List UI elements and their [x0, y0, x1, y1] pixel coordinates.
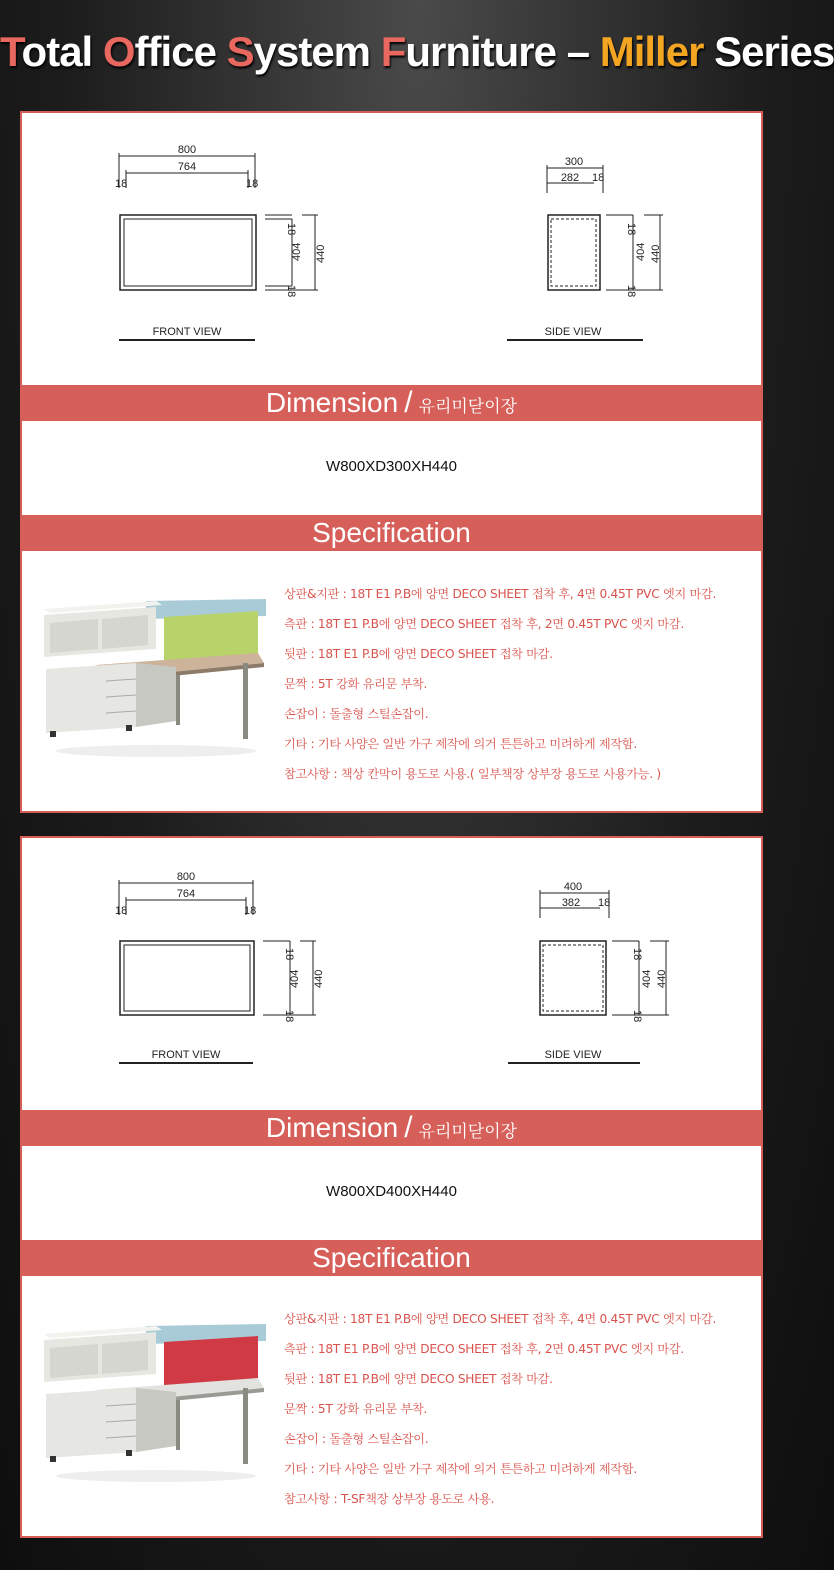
front-height-label: 440: [315, 244, 327, 263]
spec-item: 뒷판 : 18T E1 P.B에 양면 DECO SHEET 접착 마감.: [284, 1372, 553, 1386]
side-bottom-label: 18: [625, 285, 637, 298]
title-word-4: Furniture: [380, 28, 557, 75]
spec-list: [284, 579, 760, 789]
spec-item: 상판&지판 : 18T E1 P.B에 양면 DECO SHEET 접착 후, 4면 0.45T PVC 엣지 마감.: [284, 587, 717, 601]
spec-item: 손잡이 : 돌출형 스틸손잡이.: [284, 707, 429, 721]
spec-item: 측판 : 18T E1 P.B에 양면 DECO SHEET 접착 후, 2면 0.45T PVC 엣지 마감.: [284, 1342, 684, 1356]
dimension-value: W800XD300XH440: [326, 458, 457, 475]
side-inner-height-label: 404: [635, 242, 647, 261]
drawing-svg: [22, 838, 761, 1110]
spec-item: 손잡이 : 돌출형 스틸손잡이.: [284, 1432, 429, 1446]
product-image: [36, 1316, 268, 1491]
side-top-label: 18: [625, 223, 637, 236]
front-inner-height-label: 404: [289, 969, 301, 988]
front-side-right-label: 18: [246, 178, 259, 190]
spec-item: 기타 : 기타 사양은 일반 가구 제작에 의거 튼튼하고 미려하게 제작함.: [284, 1462, 637, 1476]
specification-heading: Specification: [22, 1240, 761, 1276]
front-inner-label: 764: [177, 161, 197, 173]
spec-item: 참고사항 : 책상 칸막이 용도로 사용.( 일부책장 상부장 용도로 사용가능. ): [284, 767, 661, 781]
side-top-label: 18: [631, 948, 643, 961]
spec-item: 문짝 : 5T 강화 유리문 부착.: [284, 1402, 428, 1416]
title-word-2: Office: [102, 28, 216, 75]
front-view-label: FRONT VIEW: [151, 1049, 221, 1061]
spec-item: 뒷판 : 18T E1 P.B에 양면 DECO SHEET 접착 마감.: [284, 647, 553, 661]
spec-item: 참고사항 : T-SF책장 상부장 용도로 사용.: [284, 1492, 495, 1506]
dimension-heading: Dimension / 유리미닫이장: [22, 1110, 761, 1146]
page-title: [0, 28, 834, 76]
front-width-label: 800: [177, 144, 197, 156]
product-panel-1: [20, 111, 763, 813]
front-view-label: FRONT VIEW: [152, 326, 222, 338]
side-view-label: SIDE VIEW: [544, 1049, 602, 1061]
side-view-label: SIDE VIEW: [544, 326, 602, 338]
side-bottom-label: 18: [631, 1010, 643, 1023]
side-right-label: 18: [592, 172, 605, 184]
title-suffix: Series: [714, 28, 834, 75]
front-width-label: 800: [176, 871, 196, 883]
title-word-1: Total: [0, 28, 93, 75]
specification-heading: Specification: [22, 515, 761, 551]
dimension-value: W800XD400XH440: [326, 1183, 457, 1200]
spec-item: 기타 : 기타 사양은 일반 가구 제작에 의거 튼튼하고 미려하게 제작함.: [284, 737, 637, 751]
title-dash: –: [566, 28, 590, 75]
side-inner-label: 382: [561, 897, 581, 909]
front-side-left-label: 18: [115, 905, 128, 917]
title-brand: Miller: [599, 28, 704, 75]
technical-drawing: [22, 113, 761, 385]
front-height-label: 440: [313, 969, 325, 988]
front-bottom-label: 18: [283, 1010, 295, 1023]
spec-item: 측판 : 18T E1 P.B에 양면 DECO SHEET 접착 후, 2면 0.45T PVC 엣지 마감.: [284, 617, 684, 631]
product-panel-2: [20, 836, 763, 1538]
title-word-3: System: [226, 28, 371, 75]
spec-list: [284, 1304, 760, 1514]
product-image: [36, 591, 268, 766]
front-top-label: 18: [283, 948, 295, 961]
dimension-heading: Dimension / 유리미닫이장: [22, 385, 761, 421]
side-right-label: 18: [598, 897, 611, 909]
side-height-label: 440: [650, 244, 662, 263]
front-side-right-label: 18: [244, 905, 257, 917]
front-inner-height-label: 404: [291, 242, 303, 261]
side-depth-label: 300: [564, 156, 584, 168]
spec-item: 상판&지판 : 18T E1 P.B에 양면 DECO SHEET 접착 후, 4면 0.45T PVC 엣지 마감.: [284, 1312, 717, 1326]
side-inner-height-label: 404: [641, 969, 653, 988]
side-height-label: 440: [656, 969, 668, 988]
spec-item: 문짝 : 5T 강화 유리문 부착.: [284, 677, 428, 691]
drawing-svg: [22, 113, 761, 385]
front-inner-label: 764: [176, 888, 196, 900]
front-top-label: 18: [285, 223, 297, 236]
front-bottom-label: 18: [285, 285, 297, 298]
side-inner-label: 282: [560, 172, 580, 184]
front-side-left-label: 18: [115, 178, 128, 190]
technical-drawing: [22, 838, 761, 1110]
side-depth-label: 400: [563, 881, 583, 893]
